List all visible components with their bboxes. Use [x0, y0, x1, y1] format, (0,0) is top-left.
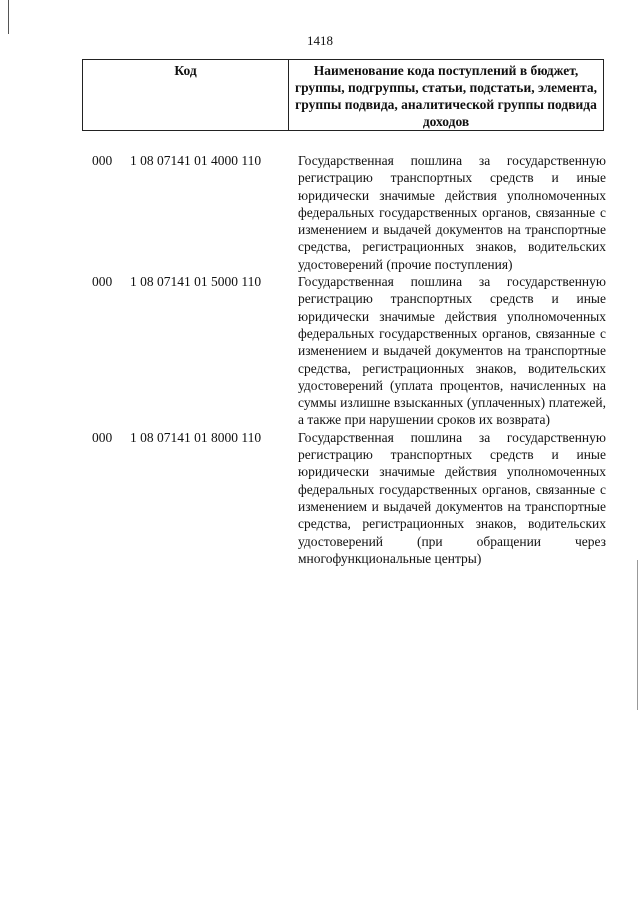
entry-description: Государственная пошлина за государственную регистрацию транспортных средств и иные юридически значимые действия уполномоченных федеральных государственных органов, связанные с изменением и выдачей документов на транспортные средства, регистрационных знаков, водительских удостоверений (при обращении через многофункциональные центры) [298, 429, 606, 566]
entry-admin-code: 000 [92, 153, 113, 168]
entry-revenue-code: 1 08 07141 01 5000 110 [130, 274, 262, 290]
header-code-cell: Код [83, 60, 289, 130]
table-row [92, 429, 606, 567]
scan-edge-line [8, 0, 9, 34]
entry-admin-code: 000 [92, 429, 113, 445]
table-row [92, 273, 606, 429]
table-header [82, 59, 604, 131]
table-row [92, 152, 606, 273]
entry-revenue-code: 1 08 07141 01 8000 110 [130, 429, 262, 445]
entry-description: Государственная пошлина за государственную регистрацию транспортных средств и иные юридически значимые действия уполномоченных федеральных государственных органов, связанные с изменением и выдачей документов на транспортные средства, регистрационных знаков, водительских удостоверений (прочие поступления) [298, 153, 606, 272]
entry-description: Государственная пошлина за государственную регистрацию транспортных средств и иные юридически значимые действия уполномоченных федеральных государственных органов, связанные с изменением и выдачей документов на транспортные средства, регистрационных знаков, водительских удостоверений (уплата процентов, начисленных на суммы излишне взысканных (уплаченных) платежей, а также при нарушении сроков их возврата) [298, 274, 606, 428]
entries-list [92, 152, 606, 567]
page-number: 1418 [307, 33, 333, 48]
entry-revenue-code: 1 08 07141 01 4000 110 [130, 153, 262, 168]
entry-admin-code: 000 [92, 274, 113, 290]
header-name-cell: Наименование кода поступлений в бюджет, группы, подгруппы, статьи, подстатьи, элемента, группы подвида, аналитической группы подвида доходов [294, 63, 598, 129]
scan-edge-line [637, 560, 638, 710]
